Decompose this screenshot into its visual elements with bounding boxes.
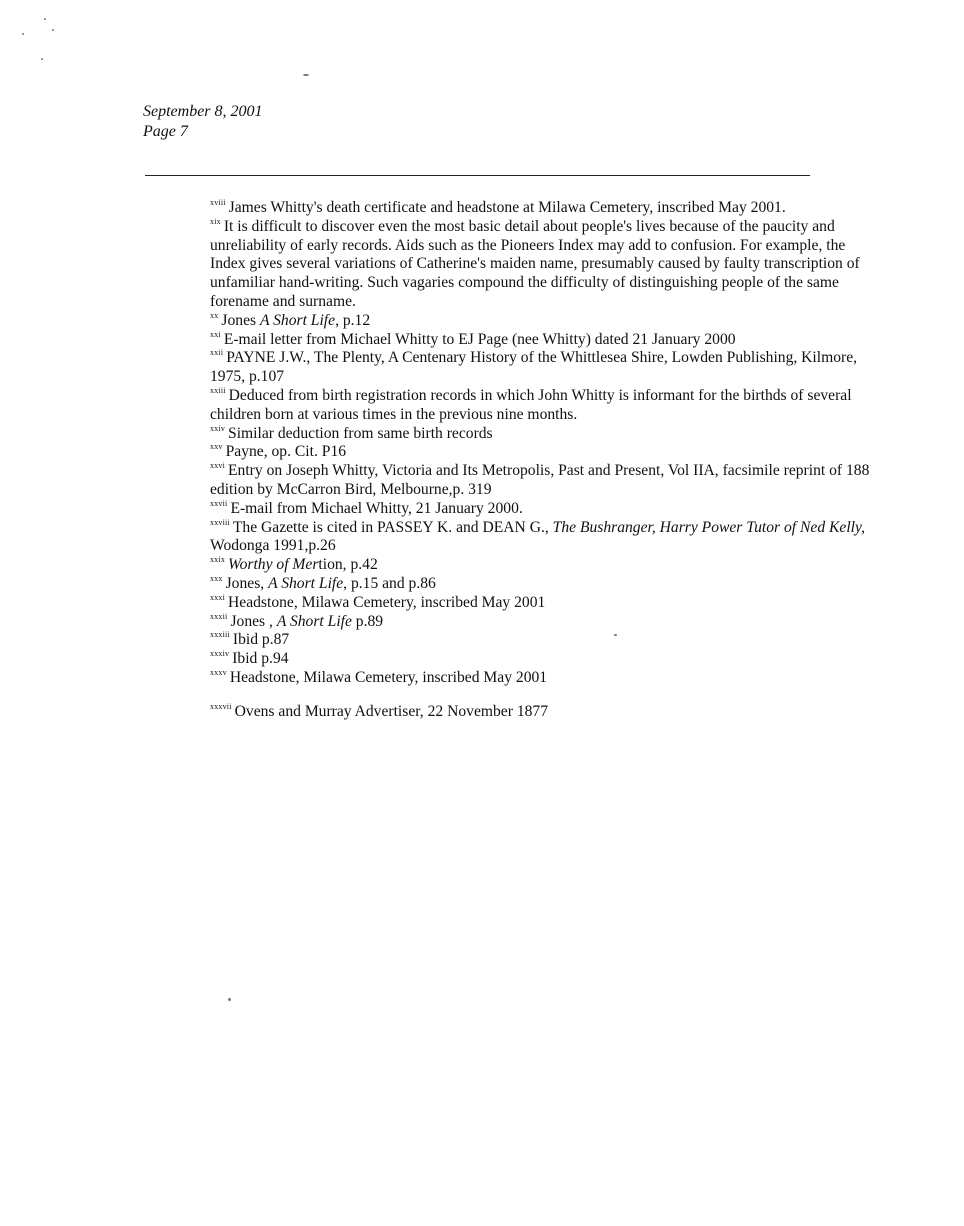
endnote — [210, 443, 878, 462]
endnote — [210, 669, 878, 688]
endnote — [210, 613, 878, 632]
endnote-text: Headstone, Milawa Cemetery, inscribed May 2001 — [228, 593, 546, 611]
endnote-text: tion, p.42 — [318, 556, 378, 574]
endnote — [210, 631, 878, 650]
endnote — [210, 387, 878, 425]
endnote-text: A Short Life — [276, 612, 352, 630]
endnote — [210, 519, 878, 557]
endnote — [210, 331, 878, 350]
endnote-number: xxx — [210, 573, 223, 583]
scan-speck — [614, 634, 617, 636]
endnote-number: xxxv — [210, 667, 227, 677]
endnote-number: xxvii — [210, 498, 228, 508]
endnote-number: xxxi — [210, 592, 226, 602]
scan-speck — [41, 58, 43, 60]
endnote — [210, 500, 878, 519]
header-divider — [145, 175, 810, 176]
endnote-number: xxviii — [210, 517, 230, 527]
endnote — [210, 594, 878, 613]
endnote — [210, 556, 878, 575]
page-header — [143, 102, 263, 142]
endnote-text: The Gazette is cited in PASSEY K. and DEAN G., — [232, 518, 553, 536]
endnote-text: James Whitty's death certificate and headstone at Milawa Cemetery, inscribed May 2001. — [228, 199, 786, 216]
endnote-number: xxv — [210, 442, 223, 452]
endnote-text: Jones , — [230, 612, 277, 630]
endnote-text: Entry on Joseph Whitty, Victoria and Its Metropolis, Past and Present, Vol IIA, facsimile reprint of 188 edition by McCarron Bird, Melbourne,p. 319 — [210, 462, 870, 498]
endnote-text: A Short Life — [268, 574, 344, 592]
endnote-text: A Short Life — [259, 311, 336, 329]
endnote-number: xxxii — [210, 611, 228, 621]
endnote-text: The Bushranger, Harry Power Tutor of Ned Kelly, — [552, 518, 865, 536]
endnote-text: Similar deduction from same birth records — [228, 424, 493, 442]
endnote-number: xxiv — [210, 423, 226, 433]
scan-speck — [52, 29, 54, 31]
endnote-text: Jones, — [225, 574, 269, 592]
scan-speck — [44, 18, 46, 20]
endnote — [210, 349, 878, 387]
scan-speck — [22, 33, 24, 35]
endnote — [210, 650, 878, 669]
endnote-text: Ibid p.87 — [232, 631, 290, 649]
scan-speck — [228, 998, 231, 1001]
endnote — [210, 462, 878, 500]
endnote — [210, 199, 878, 218]
endnote-number: xxxvii — [210, 701, 232, 711]
endnote-text: It is difficult to discover even the most basic detail about people's lives because of the paucity and unreliability of early records. Aids such as the Pioneers Index may add to confusion. For example, the Index gives several variations of Catherine's maiden name, presumably caused by faulty transcription of unfamiliar hand-writing. Such vagaries compound the difficulty of distinguishing people of the same forename and surname. — [210, 217, 860, 310]
endnote-number: xviii — [210, 198, 226, 207]
endnote-text: Wodonga 1991,p.26 — [210, 537, 336, 555]
endnote — [210, 703, 878, 722]
endnote-number: xxxiv — [210, 649, 230, 659]
endnote-text: E-mail letter from Michael Whitty to EJ Page (nee Whitty) dated 21 January 2000 — [223, 330, 736, 348]
header-date: September 8, 2001 — [143, 103, 263, 120]
endnote — [210, 312, 878, 331]
scan-speck — [303, 74, 309, 76]
endnote — [210, 218, 878, 312]
endnotes-list — [210, 199, 878, 722]
endnote-number: xx — [210, 310, 219, 320]
endnote-text: Payne, op. Cit. P16 — [225, 443, 347, 461]
endnote — [210, 425, 878, 444]
endnote-number: xxi — [210, 329, 221, 339]
endnote-text: Headstone, Milawa Cemetery, inscribed May 2001 — [229, 668, 548, 686]
endnote-text: p.89 — [351, 612, 384, 630]
endnote-text: Ibid p.94 — [232, 650, 289, 668]
endnote-number: xix — [210, 216, 221, 226]
endnote-text: Worthy of Mer — [228, 556, 319, 574]
endnote-number: xxxiii — [210, 630, 230, 640]
endnote-text: , p.15 and p.86 — [343, 574, 436, 592]
endnote-text: PAYNE J.W., The Plenty, A Centenary History of the Whittlesea Shire, Lowden Publishing, Kilmore, 1975, p.107 — [210, 349, 858, 386]
header-page-number: Page 7 — [143, 123, 188, 140]
endnote-text: Deduced from birth registration records in which John Whitty is informant for the birthds of several children born at various times in the previous nine months. — [210, 386, 852, 423]
endnote-number: xxiii — [210, 385, 226, 395]
endnote-text: Ovens and Murray Advertiser, 22 November 1877 — [234, 702, 549, 720]
endnote-number: xxii — [210, 348, 224, 358]
endnote-text: E-mail from Michael Whitty, 21 January 2000. — [230, 499, 523, 517]
endnote-number: xxvi — [210, 461, 226, 471]
endnote-text: , p.12 — [335, 311, 371, 329]
endnote — [210, 575, 878, 594]
endnote-text: Jones — [221, 311, 260, 329]
endnote-number: xxix — [210, 555, 226, 565]
